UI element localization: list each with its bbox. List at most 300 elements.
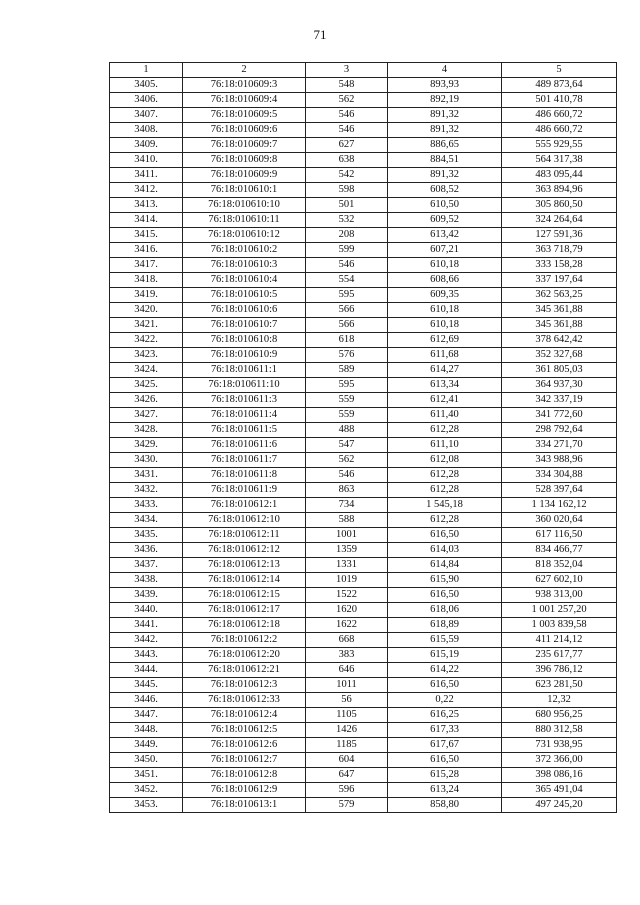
area-cell: 1359 — [306, 543, 388, 558]
table-row — [110, 393, 617, 408]
table-row — [110, 273, 617, 288]
cadastral-number-cell: 76:18:010612:18 — [183, 618, 306, 633]
value-cell: 501 410,78 — [502, 93, 617, 108]
value-cell: 337 197,64 — [502, 273, 617, 288]
table-row — [110, 408, 617, 423]
value-cell: 352 327,68 — [502, 348, 617, 363]
table-row — [110, 543, 617, 558]
cadastral-number-cell: 76:18:010612:4 — [183, 708, 306, 723]
area-cell: 579 — [306, 798, 388, 813]
area-cell: 1522 — [306, 588, 388, 603]
row-number-cell: 3450. — [110, 753, 183, 768]
header-row — [110, 63, 617, 78]
value-cell: 334 271,70 — [502, 438, 617, 453]
cadastral-number-cell: 76:18:010610:11 — [183, 213, 306, 228]
area-cell: 383 — [306, 648, 388, 663]
area-cell: 559 — [306, 393, 388, 408]
table-row — [110, 798, 617, 813]
value-cell: 364 937,30 — [502, 378, 617, 393]
rate-cell: 616,50 — [388, 753, 502, 768]
area-cell: 627 — [306, 138, 388, 153]
table-row — [110, 258, 617, 273]
table-row — [110, 468, 617, 483]
value-cell: 528 397,64 — [502, 483, 617, 498]
value-cell: 1 003 839,58 — [502, 618, 617, 633]
area-cell: 596 — [306, 783, 388, 798]
table-row — [110, 603, 617, 618]
value-cell: 489 873,64 — [502, 78, 617, 93]
area-cell: 595 — [306, 378, 388, 393]
cadastral-number-cell: 76:18:010610:10 — [183, 198, 306, 213]
area-cell: 599 — [306, 243, 388, 258]
area-cell: 638 — [306, 153, 388, 168]
cadastral-number-cell: 76:18:010610:7 — [183, 318, 306, 333]
cadastral-number-cell: 76:18:010612:2 — [183, 633, 306, 648]
row-number-cell: 3424. — [110, 363, 183, 378]
table-body — [110, 78, 617, 813]
cadastral-number-cell: 76:18:010610:1 — [183, 183, 306, 198]
rate-cell: 616,50 — [388, 528, 502, 543]
row-number-cell: 3438. — [110, 573, 183, 588]
value-cell: 342 337,19 — [502, 393, 617, 408]
value-cell: 617 116,50 — [502, 528, 617, 543]
row-number-cell: 3417. — [110, 258, 183, 273]
area-cell: 546 — [306, 258, 388, 273]
cadastral-number-cell: 76:18:010611:6 — [183, 438, 306, 453]
value-cell: 345 361,88 — [502, 303, 617, 318]
rate-cell: 608,52 — [388, 183, 502, 198]
area-cell: 546 — [306, 468, 388, 483]
row-number-cell: 3440. — [110, 603, 183, 618]
table-row — [110, 528, 617, 543]
area-cell: 595 — [306, 288, 388, 303]
row-number-cell: 3449. — [110, 738, 183, 753]
rate-cell: 614,22 — [388, 663, 502, 678]
rate-cell: 616,25 — [388, 708, 502, 723]
cadastral-number-cell: 76:18:010612:11 — [183, 528, 306, 543]
area-cell: 1620 — [306, 603, 388, 618]
rate-cell: 616,50 — [388, 678, 502, 693]
cadastral-number-cell: 76:18:010609:6 — [183, 123, 306, 138]
value-cell: 627 602,10 — [502, 573, 617, 588]
value-cell: 818 352,04 — [502, 558, 617, 573]
value-cell: 1 001 257,20 — [502, 603, 617, 618]
value-cell: 880 312,58 — [502, 723, 617, 738]
row-number-cell: 3416. — [110, 243, 183, 258]
cadastral-number-cell: 76:18:010612:15 — [183, 588, 306, 603]
value-cell: 363 894,96 — [502, 183, 617, 198]
row-number-cell: 3451. — [110, 768, 183, 783]
row-number-cell: 3418. — [110, 273, 183, 288]
rate-cell: 612,28 — [388, 513, 502, 528]
area-cell: 734 — [306, 498, 388, 513]
value-cell: 305 860,50 — [502, 198, 617, 213]
cadastral-number-cell: 76:18:010610:8 — [183, 333, 306, 348]
area-cell: 566 — [306, 318, 388, 333]
value-cell: 398 086,16 — [502, 768, 617, 783]
table-row — [110, 573, 617, 588]
table-row — [110, 168, 617, 183]
column-header: 1 — [110, 63, 183, 78]
table-row — [110, 138, 617, 153]
value-cell: 361 805,03 — [502, 363, 617, 378]
value-cell: 1 134 162,12 — [502, 498, 617, 513]
value-cell: 363 718,79 — [502, 243, 617, 258]
value-cell: 360 020,64 — [502, 513, 617, 528]
rate-cell: 615,19 — [388, 648, 502, 663]
rate-cell: 1 545,18 — [388, 498, 502, 513]
value-cell: 127 591,36 — [502, 228, 617, 243]
cadastral-number-cell: 76:18:010610:5 — [183, 288, 306, 303]
value-cell: 333 158,28 — [502, 258, 617, 273]
value-cell: 372 366,00 — [502, 753, 617, 768]
rate-cell: 858,80 — [388, 798, 502, 813]
row-number-cell: 3430. — [110, 453, 183, 468]
rate-cell: 612,69 — [388, 333, 502, 348]
rate-cell: 613,42 — [388, 228, 502, 243]
area-cell: 1019 — [306, 573, 388, 588]
rate-cell: 611,40 — [388, 408, 502, 423]
area-cell: 208 — [306, 228, 388, 243]
table-row — [110, 678, 617, 693]
rate-cell: 610,18 — [388, 318, 502, 333]
table-row — [110, 558, 617, 573]
cadastral-number-cell: 76:18:010609:4 — [183, 93, 306, 108]
rate-cell: 614,03 — [388, 543, 502, 558]
table-row — [110, 303, 617, 318]
rate-cell: 612,28 — [388, 468, 502, 483]
table-row — [110, 738, 617, 753]
value-cell: 362 563,25 — [502, 288, 617, 303]
cadastral-number-cell: 76:18:010609:9 — [183, 168, 306, 183]
area-cell: 566 — [306, 303, 388, 318]
rate-cell: 612,28 — [388, 423, 502, 438]
value-cell: 564 317,38 — [502, 153, 617, 168]
row-number-cell: 3431. — [110, 468, 183, 483]
area-cell: 1622 — [306, 618, 388, 633]
rate-cell: 0,22 — [388, 693, 502, 708]
cadastral-number-cell: 76:18:010612:12 — [183, 543, 306, 558]
table-row — [110, 183, 617, 198]
area-cell: 532 — [306, 213, 388, 228]
table-row — [110, 108, 617, 123]
table-row — [110, 378, 617, 393]
row-number-cell: 3437. — [110, 558, 183, 573]
rate-cell: 615,28 — [388, 768, 502, 783]
row-number-cell: 3415. — [110, 228, 183, 243]
rate-cell: 614,84 — [388, 558, 502, 573]
table-row — [110, 318, 617, 333]
row-number-cell: 3443. — [110, 648, 183, 663]
rate-cell: 891,32 — [388, 123, 502, 138]
area-cell: 1331 — [306, 558, 388, 573]
row-number-cell: 3422. — [110, 333, 183, 348]
area-cell: 646 — [306, 663, 388, 678]
row-number-cell: 3428. — [110, 423, 183, 438]
value-cell: 345 361,88 — [502, 318, 617, 333]
row-number-cell: 3436. — [110, 543, 183, 558]
area-cell: 598 — [306, 183, 388, 198]
cadastral-number-cell: 76:18:010612:7 — [183, 753, 306, 768]
cadastral-number-cell: 76:18:010612:20 — [183, 648, 306, 663]
value-cell: 378 642,42 — [502, 333, 617, 348]
table-row — [110, 693, 617, 708]
cadastral-number-cell: 76:18:010609:5 — [183, 108, 306, 123]
table-row — [110, 513, 617, 528]
column-header: 4 — [388, 63, 502, 78]
cadastral-number-cell: 76:18:010609:3 — [183, 78, 306, 93]
table-row — [110, 288, 617, 303]
table-row — [110, 123, 617, 138]
row-number-cell: 3407. — [110, 108, 183, 123]
rate-cell: 886,65 — [388, 138, 502, 153]
cadastral-number-cell: 76:18:010611:4 — [183, 408, 306, 423]
table-row — [110, 723, 617, 738]
cadastral-number-cell: 76:18:010610:6 — [183, 303, 306, 318]
rate-cell: 613,34 — [388, 378, 502, 393]
row-number-cell: 3432. — [110, 483, 183, 498]
row-number-cell: 3429. — [110, 438, 183, 453]
rate-cell: 891,32 — [388, 108, 502, 123]
rate-cell: 610,50 — [388, 198, 502, 213]
cadastral-number-cell: 76:18:010612:3 — [183, 678, 306, 693]
cadastral-number-cell: 76:18:010611:10 — [183, 378, 306, 393]
rate-cell: 607,21 — [388, 243, 502, 258]
table-row — [110, 93, 617, 108]
rate-cell: 615,59 — [388, 633, 502, 648]
row-number-cell: 3427. — [110, 408, 183, 423]
area-cell: 618 — [306, 333, 388, 348]
page-number: 71 — [313, 27, 327, 42]
cadastral-number-cell: 76:18:010610:4 — [183, 273, 306, 288]
area-cell: 1426 — [306, 723, 388, 738]
column-header: 2 — [183, 63, 306, 78]
row-number-cell: 3433. — [110, 498, 183, 513]
area-cell: 501 — [306, 198, 388, 213]
cadastral-number-cell: 76:18:010610:9 — [183, 348, 306, 363]
row-number-cell: 3409. — [110, 138, 183, 153]
rate-cell: 612,08 — [388, 453, 502, 468]
cadastral-number-cell: 76:18:010610:12 — [183, 228, 306, 243]
cadastral-number-cell: 76:18:010610:3 — [183, 258, 306, 273]
table-row — [110, 768, 617, 783]
row-number-cell: 3425. — [110, 378, 183, 393]
rate-cell: 616,50 — [388, 588, 502, 603]
table-row — [110, 633, 617, 648]
table-row — [110, 228, 617, 243]
value-cell: 834 466,77 — [502, 543, 617, 558]
value-cell: 334 304,88 — [502, 468, 617, 483]
row-number-cell: 3445. — [110, 678, 183, 693]
table-row — [110, 438, 617, 453]
rate-cell: 617,67 — [388, 738, 502, 753]
table-row — [110, 783, 617, 798]
table-row — [110, 483, 617, 498]
cadastral-number-cell: 76:18:010609:8 — [183, 153, 306, 168]
row-number-cell: 3423. — [110, 348, 183, 363]
column-header: 3 — [306, 63, 388, 78]
rate-cell: 613,24 — [388, 783, 502, 798]
row-number-cell: 3452. — [110, 783, 183, 798]
rate-cell: 610,18 — [388, 258, 502, 273]
table-row — [110, 348, 617, 363]
cadastral-number-cell: 76:18:010613:1 — [183, 798, 306, 813]
table-row — [110, 423, 617, 438]
rate-cell: 609,52 — [388, 213, 502, 228]
cadastral-number-cell: 76:18:010611:1 — [183, 363, 306, 378]
table-row — [110, 363, 617, 378]
rate-cell: 615,90 — [388, 573, 502, 588]
table-row — [110, 708, 617, 723]
cadastral-number-cell: 76:18:010612:1 — [183, 498, 306, 513]
row-number-cell: 3413. — [110, 198, 183, 213]
area-cell: 554 — [306, 273, 388, 288]
area-cell: 863 — [306, 483, 388, 498]
table-row — [110, 453, 617, 468]
area-cell: 56 — [306, 693, 388, 708]
area-cell: 547 — [306, 438, 388, 453]
value-cell: 235 617,77 — [502, 648, 617, 663]
area-cell: 562 — [306, 93, 388, 108]
value-cell: 411 214,12 — [502, 633, 617, 648]
rate-cell: 612,28 — [388, 483, 502, 498]
rate-cell: 610,18 — [388, 303, 502, 318]
rate-cell: 884,51 — [388, 153, 502, 168]
rate-cell: 618,89 — [388, 618, 502, 633]
row-number-cell: 3426. — [110, 393, 183, 408]
row-number-cell: 3447. — [110, 708, 183, 723]
value-cell: 324 264,64 — [502, 213, 617, 228]
area-cell: 1105 — [306, 708, 388, 723]
cadastral-number-cell: 76:18:010612:21 — [183, 663, 306, 678]
registry-table — [109, 62, 617, 813]
row-number-cell: 3408. — [110, 123, 183, 138]
value-cell: 365 491,04 — [502, 783, 617, 798]
area-cell: 576 — [306, 348, 388, 363]
cadastral-number-cell: 76:18:010612:17 — [183, 603, 306, 618]
row-number-cell: 3435. — [110, 528, 183, 543]
row-number-cell: 3453. — [110, 798, 183, 813]
value-cell: 341 772,60 — [502, 408, 617, 423]
rate-cell: 892,19 — [388, 93, 502, 108]
row-number-cell: 3405. — [110, 78, 183, 93]
table-row — [110, 333, 617, 348]
cadastral-number-cell: 76:18:010612:10 — [183, 513, 306, 528]
table-row — [110, 153, 617, 168]
row-number-cell: 3444. — [110, 663, 183, 678]
area-cell: 1185 — [306, 738, 388, 753]
area-cell: 488 — [306, 423, 388, 438]
rate-cell: 614,27 — [388, 363, 502, 378]
value-cell: 731 938,95 — [502, 738, 617, 753]
value-cell: 623 281,50 — [502, 678, 617, 693]
value-cell: 680 956,25 — [502, 708, 617, 723]
cadastral-number-cell: 76:18:010611:8 — [183, 468, 306, 483]
area-cell: 668 — [306, 633, 388, 648]
cadastral-number-cell: 76:18:010612:9 — [183, 783, 306, 798]
cadastral-number-cell: 76:18:010612:14 — [183, 573, 306, 588]
row-number-cell: 3414. — [110, 213, 183, 228]
column-header: 5 — [502, 63, 617, 78]
table-row — [110, 243, 617, 258]
cadastral-number-cell: 76:18:010611:3 — [183, 393, 306, 408]
cadastral-number-cell: 76:18:010609:7 — [183, 138, 306, 153]
row-number-cell: 3434. — [110, 513, 183, 528]
cadastral-number-cell: 76:18:010612:13 — [183, 558, 306, 573]
area-cell: 1001 — [306, 528, 388, 543]
table-row — [110, 498, 617, 513]
area-cell: 589 — [306, 363, 388, 378]
table-row — [110, 753, 617, 768]
row-number-cell: 3446. — [110, 693, 183, 708]
rate-cell: 891,32 — [388, 168, 502, 183]
value-cell: 343 988,96 — [502, 453, 617, 468]
row-number-cell: 3419. — [110, 288, 183, 303]
table-row — [110, 198, 617, 213]
rate-cell: 611,68 — [388, 348, 502, 363]
area-cell: 604 — [306, 753, 388, 768]
row-number-cell: 3410. — [110, 153, 183, 168]
area-cell: 559 — [306, 408, 388, 423]
rate-cell: 609,35 — [388, 288, 502, 303]
cadastral-number-cell: 76:18:010611:7 — [183, 453, 306, 468]
table-row — [110, 648, 617, 663]
row-number-cell: 3439. — [110, 588, 183, 603]
value-cell: 555 929,55 — [502, 138, 617, 153]
cadastral-number-cell: 76:18:010612:5 — [183, 723, 306, 738]
row-number-cell: 3442. — [110, 633, 183, 648]
cadastral-number-cell: 76:18:010612:6 — [183, 738, 306, 753]
table-row — [110, 663, 617, 678]
table-row — [110, 213, 617, 228]
rate-cell: 612,41 — [388, 393, 502, 408]
row-number-cell: 3448. — [110, 723, 183, 738]
table-row — [110, 78, 617, 93]
rate-cell: 611,10 — [388, 438, 502, 453]
value-cell: 396 786,12 — [502, 663, 617, 678]
value-cell: 486 660,72 — [502, 123, 617, 138]
value-cell: 486 660,72 — [502, 108, 617, 123]
area-cell: 546 — [306, 108, 388, 123]
row-number-cell: 3411. — [110, 168, 183, 183]
area-cell: 588 — [306, 513, 388, 528]
row-number-cell: 3421. — [110, 318, 183, 333]
value-cell: 12,32 — [502, 693, 617, 708]
area-cell: 562 — [306, 453, 388, 468]
rate-cell: 618,06 — [388, 603, 502, 618]
rate-cell: 617,33 — [388, 723, 502, 738]
area-cell: 546 — [306, 123, 388, 138]
value-cell: 483 095,44 — [502, 168, 617, 183]
value-cell: 938 313,00 — [502, 588, 617, 603]
table-row — [110, 588, 617, 603]
row-number-cell: 3406. — [110, 93, 183, 108]
rate-cell: 608,66 — [388, 273, 502, 288]
cadastral-number-cell: 76:18:010611:9 — [183, 483, 306, 498]
cadastral-number-cell: 76:18:010612:8 — [183, 768, 306, 783]
row-number-cell: 3441. — [110, 618, 183, 633]
value-cell: 298 792,64 — [502, 423, 617, 438]
cadastral-number-cell: 76:18:010610:2 — [183, 243, 306, 258]
cadastral-number-cell: 76:18:010611:5 — [183, 423, 306, 438]
rate-cell: 893,93 — [388, 78, 502, 93]
area-cell: 1011 — [306, 678, 388, 693]
row-number-cell: 3420. — [110, 303, 183, 318]
area-cell: 542 — [306, 168, 388, 183]
cadastral-number-cell: 76:18:010612:33 — [183, 693, 306, 708]
area-cell: 548 — [306, 78, 388, 93]
table-row — [110, 618, 617, 633]
